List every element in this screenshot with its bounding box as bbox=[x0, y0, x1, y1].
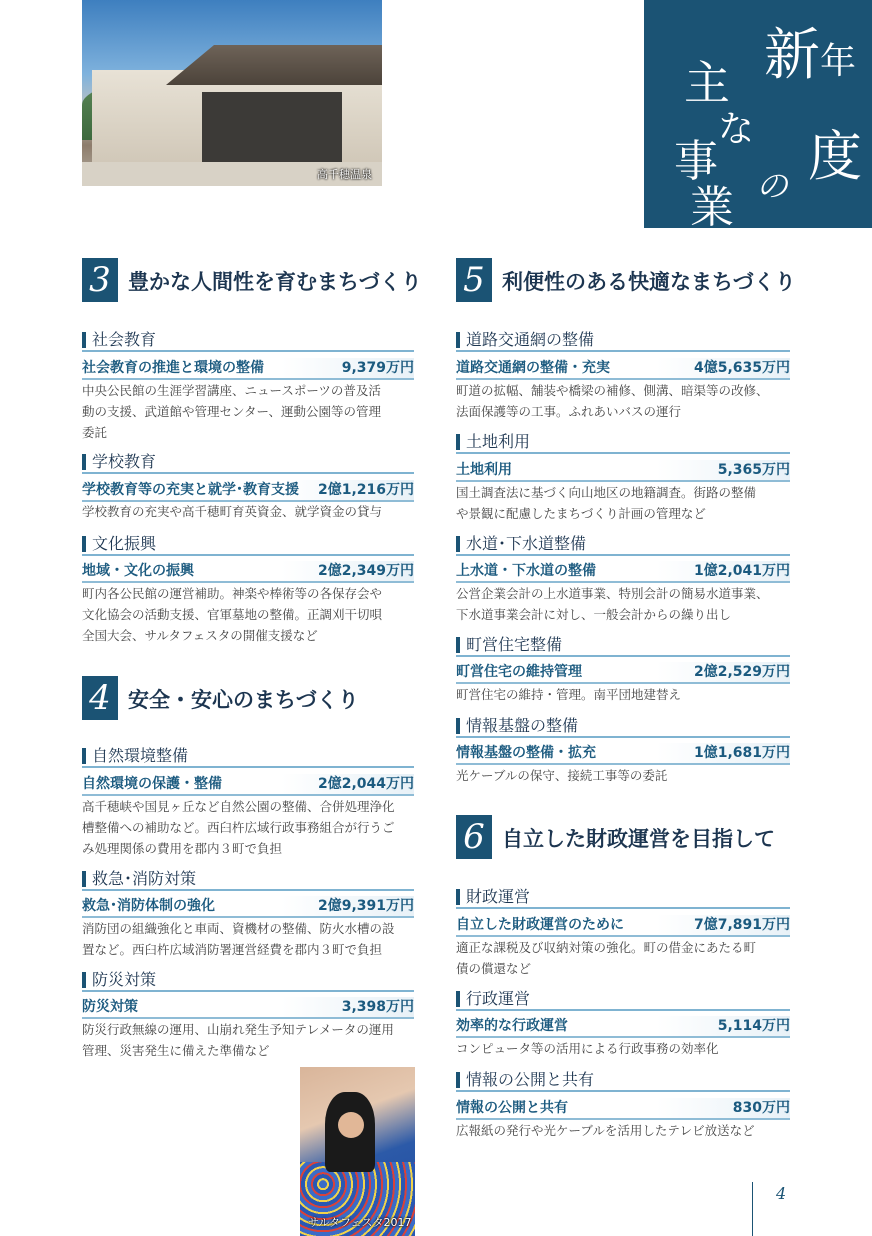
section-title: 豊かな人間性を育むまちづくり bbox=[128, 270, 422, 294]
section-title: 利便性のある快適なまちづくり bbox=[502, 270, 796, 294]
item-description: 光ケーブルの保守、接続工事等の委託 bbox=[456, 768, 668, 783]
item-name: 社会教育の推進と環境の整備 bbox=[82, 360, 264, 376]
onsen-photo-caption: 高千穂温泉 bbox=[317, 168, 372, 181]
item-description: 中央公民館の生涯学習講座、ニュースポーツの普及活 動の支援、武道館や管理センター、運動公園等の管理 委託 bbox=[82, 383, 382, 440]
item-description: 広報紙の発行や光ケーブルを活用したテレビ放送など bbox=[456, 1123, 755, 1138]
item-name: 学校教育等の充実と就学･教育支援 bbox=[82, 482, 299, 498]
item-description: 防災行政無線の運用、山崩れ発生予知テレメータの運用 管理、災害発生に備えた準備など bbox=[82, 1022, 394, 1058]
item-name: 効率的な行政運営 bbox=[456, 1018, 568, 1034]
item-amount: 2億2,044万円 bbox=[317, 776, 414, 792]
item-amount: 9,379万円 bbox=[341, 360, 414, 376]
item-name: 自然環境の保護・整備 bbox=[82, 776, 222, 792]
section-4-heading bbox=[82, 676, 422, 720]
item-amount: 2億9,391万円 bbox=[317, 898, 414, 914]
section-number: 4 bbox=[82, 676, 118, 720]
category-heading: 水道･下水道整備 bbox=[456, 534, 790, 556]
item-heading bbox=[82, 358, 414, 380]
item-amount: 1億1,681万円 bbox=[693, 745, 790, 761]
item-amount: 5,114万円 bbox=[717, 1018, 790, 1034]
item-name: 町営住宅の維持管理 bbox=[456, 664, 582, 680]
item-heading bbox=[82, 480, 414, 502]
item-heading bbox=[456, 561, 790, 583]
section-number: 6 bbox=[456, 815, 492, 859]
section-5-heading bbox=[456, 258, 816, 302]
item-amount: 7億7,891万円 bbox=[693, 917, 790, 933]
page-title: 新 年 度 の 主 な 事 業 bbox=[644, 0, 872, 228]
category-heading: 文化振興 bbox=[82, 534, 414, 556]
onsen-photo bbox=[82, 0, 382, 186]
item-amount: 2億2,529万円 bbox=[693, 664, 790, 680]
festival-photo-caption: サルタフェスタ2017 bbox=[308, 1216, 412, 1229]
page-number: 4 bbox=[776, 1184, 787, 1203]
section-3-heading bbox=[82, 258, 422, 302]
item-name: 土地利用 bbox=[456, 462, 512, 478]
category-heading: 土地利用 bbox=[456, 432, 790, 454]
item-heading bbox=[456, 1016, 790, 1038]
category-heading: 財政運営 bbox=[456, 887, 790, 909]
item-name: 防災対策 bbox=[82, 999, 138, 1015]
item-description: 適正な課税及び収納対策の強化。町の借金にあたる町 債の償還など bbox=[456, 940, 757, 976]
item-heading bbox=[456, 915, 790, 937]
item-heading bbox=[456, 662, 790, 684]
section-6-heading bbox=[456, 815, 816, 859]
section-number: 5 bbox=[456, 258, 492, 302]
item-amount: 1億2,041万円 bbox=[693, 563, 790, 579]
item-heading bbox=[82, 561, 414, 583]
category-heading: 社会教育 bbox=[82, 330, 414, 352]
category-heading: 情報の公開と共有 bbox=[456, 1070, 790, 1092]
item-name: 情報の公開と共有 bbox=[456, 1100, 568, 1116]
category-heading: 行政運営 bbox=[456, 989, 790, 1011]
item-description: 消防団の組織強化と車両、資機材の整備、防火水槽の設 置など。西臼杵広域消防署運営経費を郡内３町で負担 bbox=[82, 921, 395, 957]
item-heading bbox=[456, 743, 790, 765]
item-description: 町内各公民館の運営補助。神楽や棒術等の各保存会や 文化協会の活動支援、官軍墓地の整備。正調刈干切唄 全国大会、サルタフェスタの開催支援など bbox=[82, 586, 383, 643]
item-heading bbox=[82, 774, 414, 796]
item-description: 学校教育の充実や高千穂町育英資金、就学資金の貸与 bbox=[82, 504, 383, 519]
item-amount: 3,398万円 bbox=[341, 999, 414, 1015]
item-amount: 830万円 bbox=[732, 1100, 790, 1116]
category-heading: 救急･消防対策 bbox=[82, 869, 414, 891]
category-heading: 町営住宅整備 bbox=[456, 635, 790, 657]
item-heading bbox=[456, 460, 790, 482]
item-name: 地域・文化の振興 bbox=[82, 563, 194, 579]
item-heading bbox=[456, 358, 790, 380]
category-heading: 情報基盤の整備 bbox=[456, 716, 790, 738]
section-title: 自立した財政運営を目指して bbox=[502, 827, 775, 851]
section-number: 3 bbox=[82, 258, 118, 302]
item-heading bbox=[456, 1098, 790, 1120]
item-description: 国土調査法に基づく向山地区の地籍調査。街路の整備 や景観に配慮したまちづくり計画の管理など bbox=[456, 485, 757, 521]
category-heading: 自然環境整備 bbox=[82, 746, 414, 768]
item-amount: 2億1,216万円 bbox=[317, 482, 414, 498]
item-name: 救急･消防体制の強化 bbox=[82, 898, 215, 914]
item-description: 町道の拡幅、舗装や橋梁の補修、側溝、暗渠等の改修、 法面保護等の工事。ふれあいバスの運行 bbox=[456, 383, 769, 419]
category-heading: 学校教育 bbox=[82, 452, 414, 474]
item-amount: 4億5,635万円 bbox=[693, 360, 790, 376]
category-heading: 道路交通網の整備 bbox=[456, 330, 790, 352]
item-name: 上水道・下水道の整備 bbox=[456, 563, 596, 579]
item-name: 情報基盤の整備・拡充 bbox=[456, 745, 596, 761]
item-description: 公営企業会計の上水道事業、特別会計の簡易水道事業、 下水道事業会計に対し、一般会計からの繰り出し bbox=[456, 586, 769, 622]
item-heading bbox=[82, 896, 414, 918]
item-description: コンピュータ等の活用による行政事務の効率化 bbox=[456, 1041, 719, 1056]
item-amount: 5,365万円 bbox=[717, 462, 790, 478]
item-name: 自立した財政運営のために bbox=[456, 917, 624, 933]
item-description: 高千穂峡や国見ヶ丘など自然公園の整備、合併処理浄化 槽整備への補助など。西臼杵広域行政事務組合が行うご み処理関係の費用を郡内３町で負担 bbox=[82, 799, 395, 856]
item-heading bbox=[82, 997, 414, 1019]
category-heading: 防災対策 bbox=[82, 970, 414, 992]
page-number-divider bbox=[752, 1182, 753, 1236]
section-title: 安全・安心のまちづくり bbox=[128, 688, 359, 712]
item-name: 道路交通網の整備・充実 bbox=[456, 360, 610, 376]
item-description: 町営住宅の維持・管理。南平団地建替え bbox=[456, 687, 682, 702]
festival-photo bbox=[300, 1067, 415, 1236]
item-amount: 2億2,349万円 bbox=[317, 563, 414, 579]
